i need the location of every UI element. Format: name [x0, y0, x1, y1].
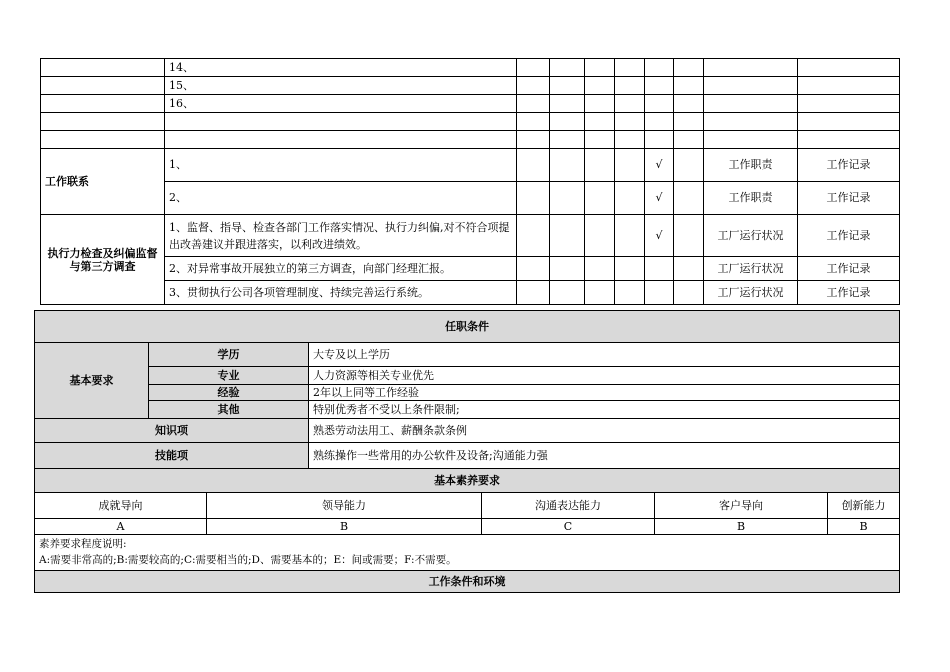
table-row [35, 419, 900, 443]
item-cell: 3、贯彻执行公司各项管理制度、持续完善运行系统。 [165, 281, 517, 305]
check-mark: √ [645, 182, 674, 215]
competency-level: C [482, 519, 655, 535]
record-cell: 工作记录 [798, 215, 900, 257]
note-title: 素养要求程度说明: [39, 538, 127, 550]
record-cell: 工作记录 [798, 149, 900, 182]
competency-level: B [207, 519, 482, 535]
item-cell: 15、 [165, 77, 517, 95]
item-cell: 1、监督、指导、检查各部门工作落实情况、执行力纠偏,对不符合项提出改善建议并跟进落实，以利改进绩效。 [165, 215, 517, 257]
item-cell: 14、 [165, 59, 517, 77]
requirements-table [34, 310, 900, 593]
field-value: 2年以上同等工作经验 [309, 385, 900, 401]
responsibility-table [40, 58, 900, 305]
record-cell: 工作记录 [798, 182, 900, 215]
field-value: 大专及以上学历 [309, 343, 900, 367]
competency-note [35, 535, 900, 571]
record-cell: 工作记录 [798, 281, 900, 305]
field-value: 人力资源等相关专业优先 [309, 367, 900, 385]
record-cell: 工作记录 [798, 257, 900, 281]
item-cell: 2、对异常事故开展独立的第三方调查，向部门经理汇报。 [165, 257, 517, 281]
item-cell: 1、 [165, 149, 517, 182]
section-header-row [35, 571, 900, 593]
skill-value: 熟练操作一些常用的办公软件及设备;沟通能力强 [309, 443, 900, 469]
knowledge-label: 知识项 [35, 419, 309, 443]
table-row [41, 131, 900, 149]
basis-cell: 工厂运行状况 [704, 215, 798, 257]
table-row [41, 77, 900, 95]
check-mark [645, 281, 674, 305]
field-label: 经验 [149, 385, 309, 401]
competency-header: 创新能力 [828, 493, 900, 519]
section-title-requirements: 任职条件 [35, 311, 900, 343]
check-mark: √ [645, 149, 674, 182]
competency-level: B [655, 519, 828, 535]
table-row [35, 443, 900, 469]
skill-label: 技能项 [35, 443, 309, 469]
competency-header: 成就导向 [35, 493, 207, 519]
table-row [35, 519, 900, 535]
table-row [41, 215, 900, 257]
table-row [41, 182, 900, 215]
competency-header: 客户导向 [655, 493, 828, 519]
basis-cell: 工厂运行状况 [704, 257, 798, 281]
field-label: 专业 [149, 367, 309, 385]
basic-requirements-label: 基本要求 [35, 343, 149, 419]
table-cell [41, 59, 165, 77]
competency-level: B [828, 519, 900, 535]
competency-header: 领导能力 [207, 493, 482, 519]
field-value: 特别优秀者不受以上条件限制; [309, 401, 900, 419]
section-header-row [35, 469, 900, 493]
item-cell: 2、 [165, 182, 517, 215]
check-mark [645, 257, 674, 281]
basis-cell: 工厂运行状况 [704, 281, 798, 305]
basis-cell: 工作职责 [704, 149, 798, 182]
field-label: 其他 [149, 401, 309, 419]
table-row [35, 367, 900, 385]
table-row [35, 401, 900, 419]
section-label-execution: 执行力检查及纠偏监督与第三方调查 [41, 215, 165, 305]
basis-cell: 工作职责 [704, 182, 798, 215]
table-row [41, 95, 900, 113]
table-row [41, 281, 900, 305]
table-row [35, 493, 900, 519]
knowledge-value: 熟悉劳动法用工、薪酬条款条例 [309, 419, 900, 443]
competency-level: A [35, 519, 207, 535]
table-row [35, 535, 900, 571]
table-row [41, 149, 900, 182]
table-row [35, 343, 900, 367]
table-row [41, 257, 900, 281]
item-cell: 16、 [165, 95, 517, 113]
note-text: A:需要非常高的;B:需要较高的;C:需要相当的;D、需要基本的；E：间或需要；F:不需要。 [39, 554, 457, 566]
table-row [35, 385, 900, 401]
competency-header: 沟通表达能力 [482, 493, 655, 519]
check-mark: √ [645, 215, 674, 257]
section-label-work-contact: 工作联系 [41, 149, 165, 215]
section-title-environment: 工作条件和环境 [35, 571, 900, 593]
table-row [41, 59, 900, 77]
field-label: 学历 [149, 343, 309, 367]
table-row [41, 113, 900, 131]
section-title-competency: 基本素养要求 [35, 469, 900, 493]
section-header-row [35, 311, 900, 343]
